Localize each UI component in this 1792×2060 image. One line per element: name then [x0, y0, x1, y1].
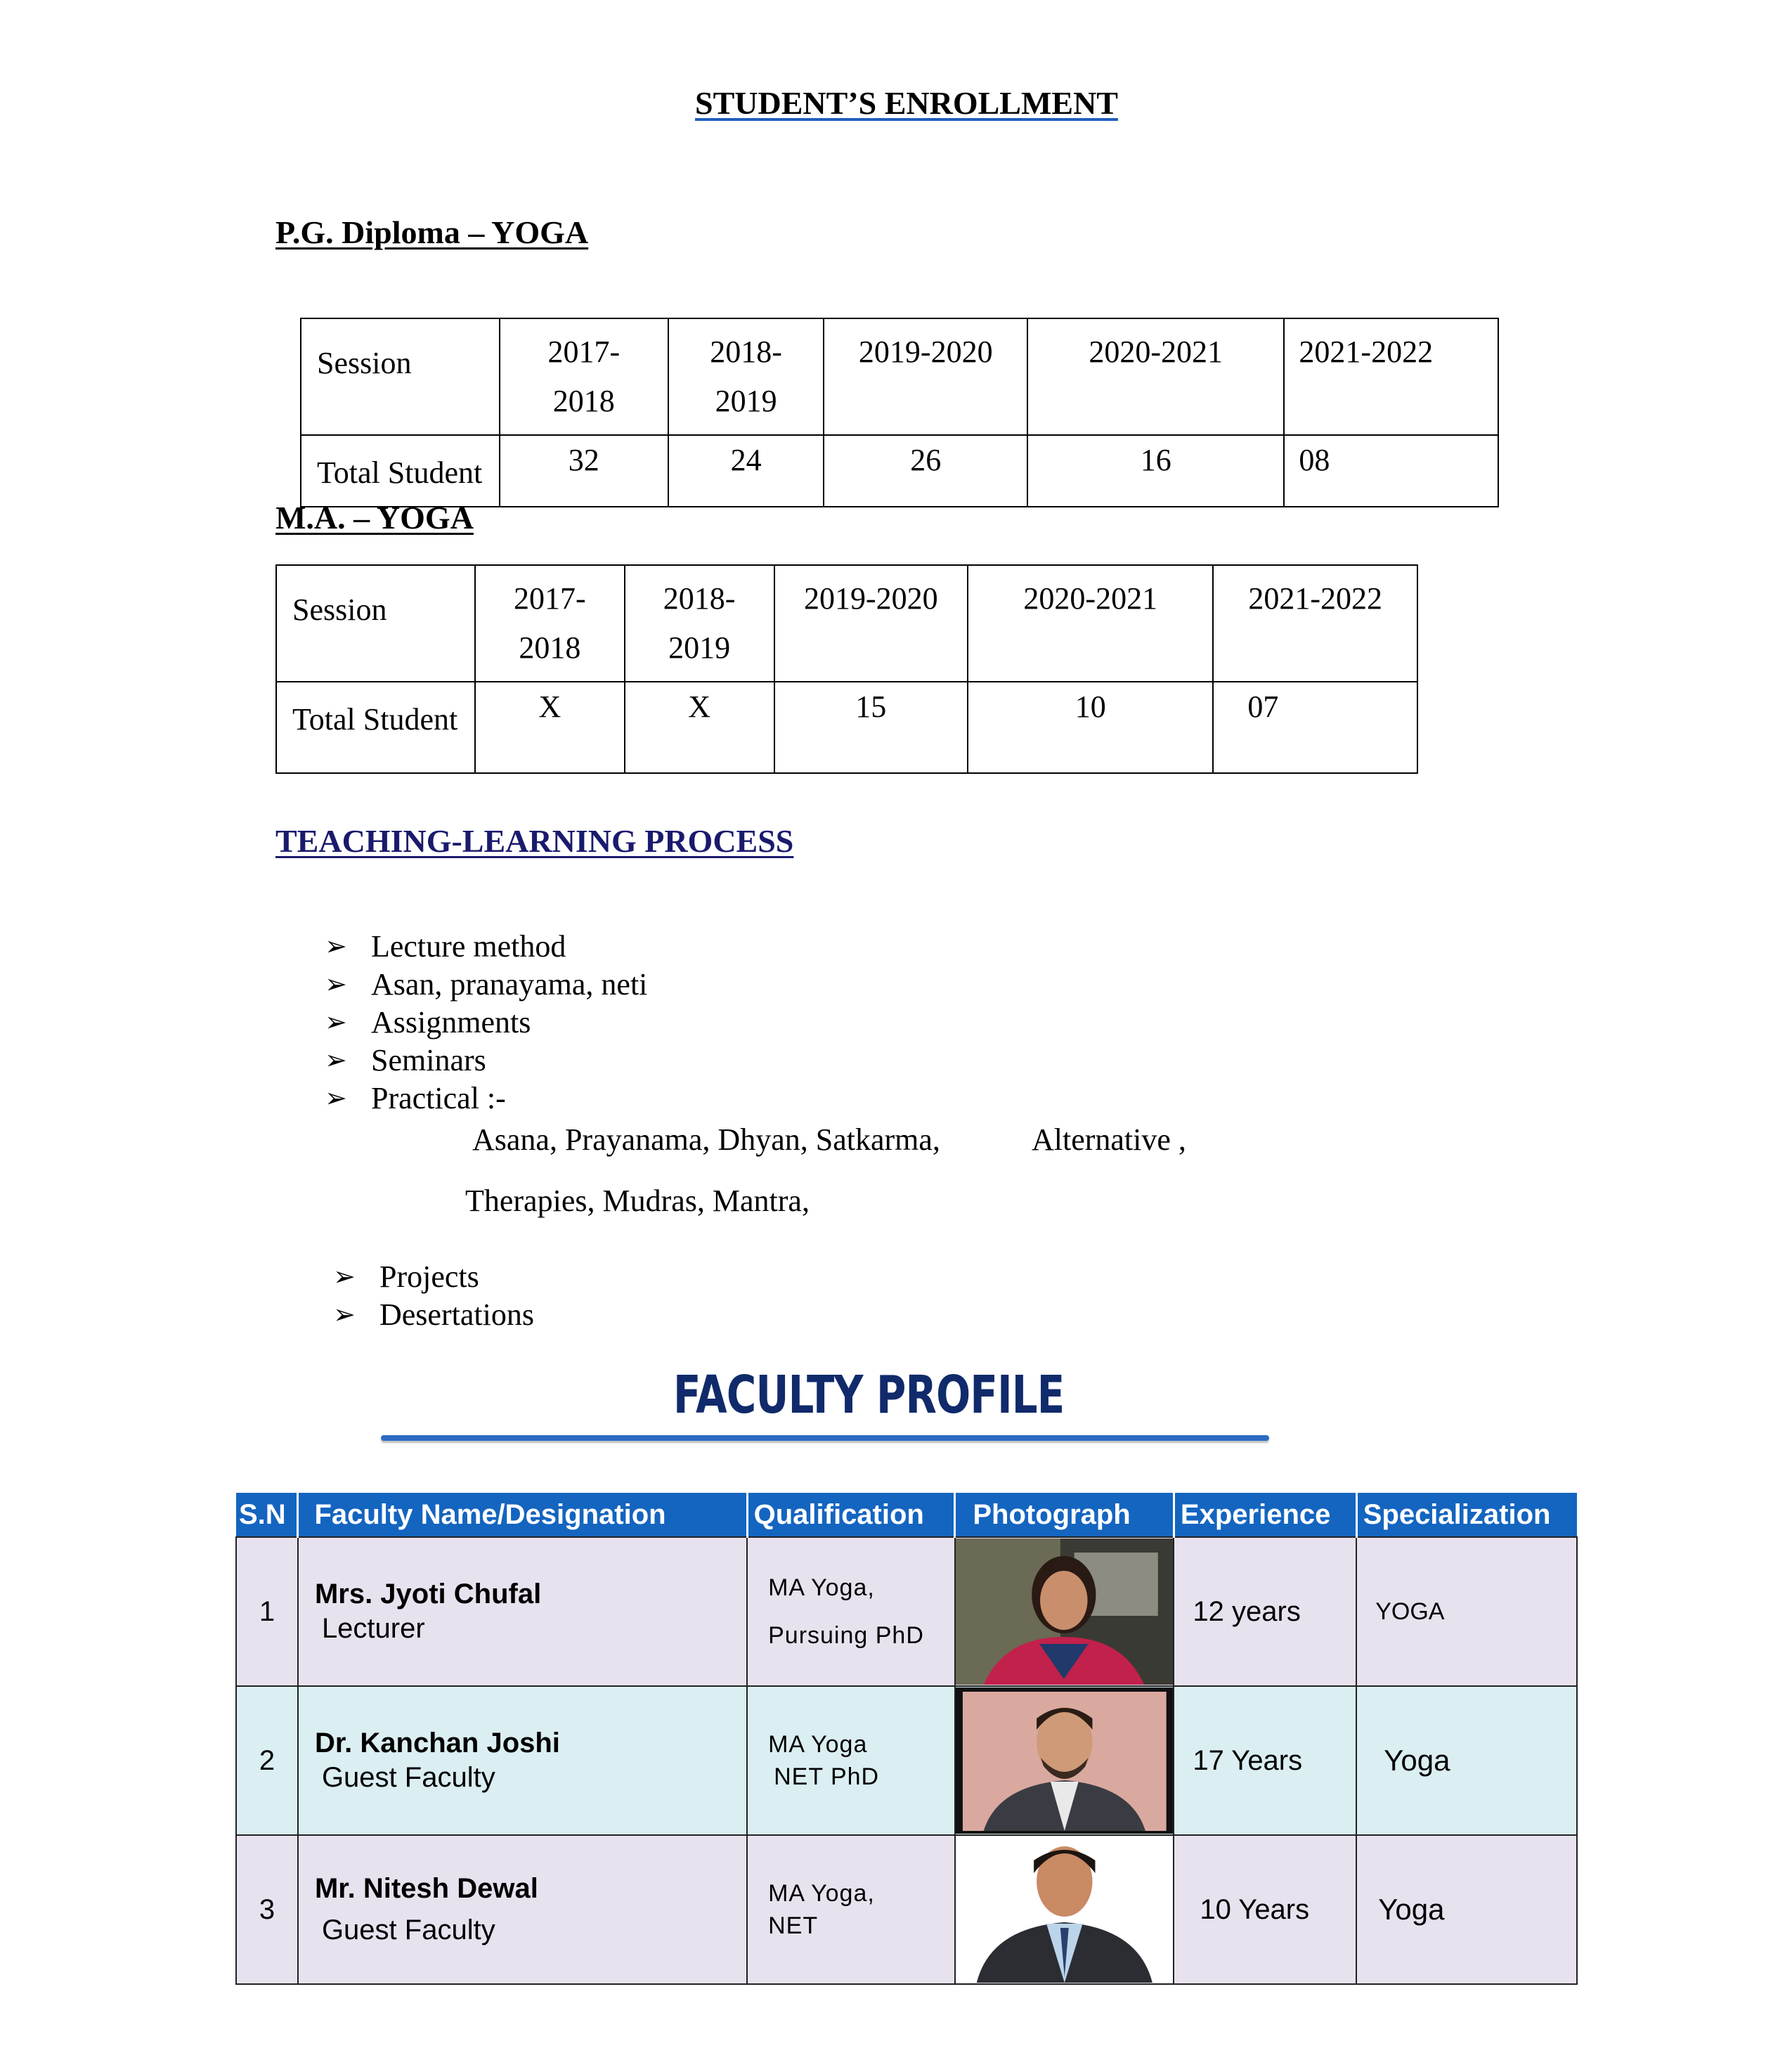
list-item-text: Practical :- [371, 1081, 506, 1115]
session-text: 2018 [519, 630, 581, 665]
session-cell [669, 319, 824, 434]
list-item [325, 966, 647, 1004]
faculty-photo [956, 1836, 1174, 1983]
session-cell: 2020-2021 [1023, 581, 1158, 616]
photograph-cell [955, 1537, 1174, 1686]
qualification-line: MA Yoga [768, 1731, 868, 1758]
experience: 10 Years [1174, 1835, 1356, 1984]
serial-number: 3 [236, 1835, 298, 1984]
session-text: 2018 [552, 384, 615, 418]
total-label: Total Student [292, 702, 458, 737]
session-label: Session [317, 346, 412, 380]
session-text: 2019 [668, 630, 731, 665]
pg-diploma-heading: P.G. Diploma – YOGA [275, 214, 589, 250]
pg-diploma-table [300, 318, 1499, 507]
list-item [333, 1258, 534, 1296]
table-row [236, 1537, 1577, 1686]
total-cell: 24 [730, 443, 762, 477]
faculty-name-cell [298, 1537, 747, 1686]
list-item-text: Assignments [371, 1005, 531, 1039]
faculty-designation: Lecturer [321, 1613, 425, 1644]
session-cell: 2020-2021 [1089, 335, 1223, 369]
photograph-cell [955, 1686, 1174, 1835]
session-label: Session [292, 592, 387, 627]
specialization: YOGA [1356, 1537, 1577, 1686]
session-cell: 2021-2022 [1248, 581, 1383, 616]
qualification-line: NET PhD [774, 1763, 880, 1790]
qualification-line: Pursuing PhD [768, 1622, 924, 1649]
total-row [301, 435, 1498, 507]
session-cell: 2019-2020 [803, 581, 938, 616]
faculty-name-cell [298, 1686, 747, 1835]
total-cell: 07 [1247, 689, 1279, 724]
teaching-methods-list [325, 928, 647, 1118]
qualification-line: NET [768, 1912, 819, 1939]
total-label: Total Student [317, 455, 483, 490]
practical-details-line: Asana, Prayanama, Dhyan, Satkarma, [472, 1122, 940, 1157]
session-cell: 2021-2022 [1299, 335, 1434, 369]
experience: 12 years [1174, 1537, 1356, 1686]
arrow-bullet-icon: ➢ [325, 1046, 347, 1075]
qualification-cell [747, 1686, 955, 1835]
arrow-bullet-icon: ➢ [325, 932, 347, 961]
session-row [276, 565, 1417, 682]
table-header [236, 1493, 1577, 1537]
list-item [325, 928, 647, 966]
specialization: Yoga [1356, 1835, 1577, 1984]
total-cell: 16 [1140, 443, 1171, 477]
qualification-cell [747, 1835, 955, 1984]
arrow-bullet-icon: ➢ [325, 1084, 347, 1113]
practical-details-line: Therapies, Mudras, Mantra, [465, 1184, 810, 1218]
faculty-name: Mr. Nitesh Dewal [314, 1873, 538, 1904]
teaching-methods-list-continued [333, 1258, 534, 1334]
total-cell: X [538, 689, 561, 724]
table-row [236, 1686, 1577, 1835]
column-header: Faculty Name/Designation [298, 1493, 747, 1537]
total-cell: 10 [1074, 689, 1106, 724]
column-header: Photograph [955, 1493, 1174, 1537]
session-text: 2017- [514, 581, 586, 616]
list-item [325, 1042, 647, 1080]
session-row [301, 318, 1498, 435]
column-header: Qualification [747, 1493, 955, 1537]
photograph-cell [955, 1835, 1174, 1984]
heading-underline [381, 1435, 1269, 1441]
total-cell: 32 [568, 443, 599, 477]
total-cell: 08 [1299, 443, 1330, 477]
faculty-name: Dr. Kanchan Joshi [314, 1728, 560, 1758]
faculty-name-cell [298, 1835, 747, 1984]
faculty-profile-heading: FACULTY PROFILE [673, 1365, 1065, 1425]
ma-yoga-table [275, 564, 1418, 774]
specialization: Yoga [1356, 1686, 1577, 1835]
serial-number: 1 [236, 1537, 298, 1686]
session-text: 2017- [547, 335, 621, 369]
faculty-designation: Guest Faculty [321, 1915, 495, 1945]
column-header: Specialization [1356, 1493, 1577, 1537]
practical-details-line: Alternative , [1032, 1122, 1186, 1157]
arrow-bullet-icon: ➢ [325, 970, 347, 999]
list-item-text: Seminars [371, 1043, 486, 1077]
ma-yoga-heading: M.A. – YOGA [275, 500, 474, 536]
faculty-designation: Guest Faculty [321, 1762, 495, 1793]
teaching-learning-heading: TEACHING-LEARNING PROCESS [275, 823, 794, 859]
session-cell [625, 566, 774, 681]
arrow-bullet-icon: ➢ [325, 1008, 347, 1037]
total-cell: 15 [855, 689, 887, 724]
total-cell: 26 [910, 443, 942, 477]
session-text: 2019 [715, 384, 777, 418]
qualification-line: MA Yoga, [768, 1574, 875, 1601]
list-item [333, 1296, 534, 1334]
list-item-text: Asan, pranayama, neti [371, 967, 648, 1002]
list-item-text: Projects [379, 1259, 479, 1294]
column-header: S.N [236, 1493, 298, 1537]
list-item-text: Desertations [379, 1297, 534, 1332]
table-row [236, 1835, 1577, 1984]
list-item [325, 1080, 647, 1118]
column-header: Experience [1174, 1493, 1356, 1537]
session-text: 2018- [710, 335, 782, 369]
qualification-cell [747, 1537, 955, 1686]
faculty-photo [956, 1687, 1174, 1834]
page-title: STUDENT’S ENROLLMENT [695, 85, 1118, 121]
session-text: 2018- [663, 581, 736, 616]
faculty-table [235, 1493, 1578, 1985]
session-cell: 2019-2020 [858, 335, 993, 369]
experience: 17 Years [1174, 1686, 1356, 1835]
arrow-bullet-icon: ➢ [333, 1262, 356, 1292]
arrow-bullet-icon: ➢ [333, 1300, 356, 1330]
qualification-line: MA Yoga, [768, 1880, 875, 1907]
total-cell: X [688, 689, 710, 724]
total-row [276, 682, 1417, 773]
faculty-name: Mrs. Jyoti Chufal [314, 1579, 542, 1609]
serial-number: 2 [236, 1686, 298, 1835]
session-cell [476, 566, 624, 681]
faculty-photo [956, 1538, 1174, 1685]
list-item [325, 1004, 647, 1042]
session-cell [500, 319, 668, 434]
list-item-text: Lecture method [371, 929, 566, 964]
